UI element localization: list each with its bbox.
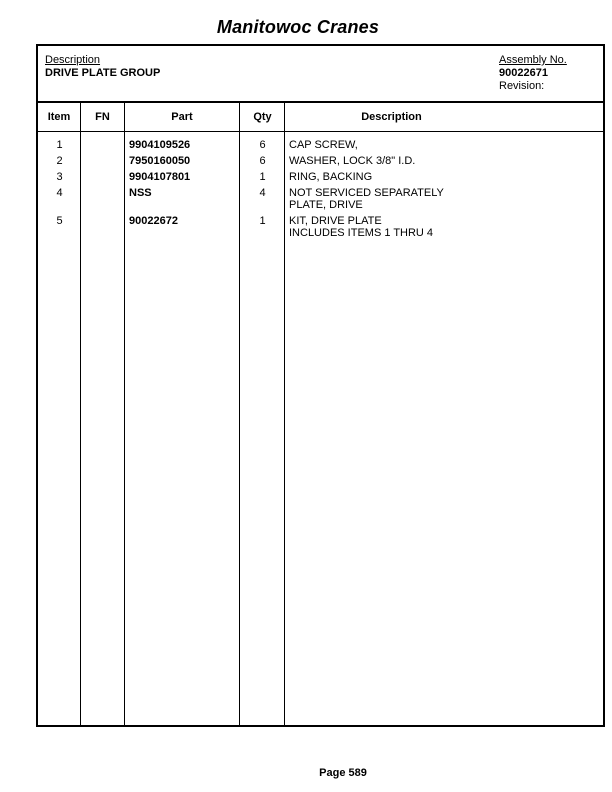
table-row [38,171,603,187]
table-row [38,155,603,171]
column-header-part: Part [171,111,193,123]
row-item: 2 [56,155,63,167]
row-item: 1 [56,139,63,151]
row-description: NOT SERVICED SEPARATELY PLATE, DRIVE [289,187,444,211]
row-item: 4 [56,187,63,199]
row-part: 9904107801 [129,171,191,183]
assembly-label: Assembly No. [499,54,567,66]
row-qty: 1 [259,215,266,227]
row-part: NSS [129,187,152,199]
table-row [38,215,603,243]
parts-sheet [36,44,605,727]
column-header-description: Description [361,111,422,123]
row-qty: 6 [259,139,266,151]
row-part: 9904109526 [129,139,191,151]
row-description: RING, BACKING [289,171,373,183]
table-row [38,187,603,215]
row-description: KIT, DRIVE PLATE INCLUDES ITEMS 1 THRU 4 [289,215,434,239]
row-part: 7950160050 [129,155,191,167]
assembly-block [499,54,567,93]
page-title: Manitowoc Cranes [216,17,380,37]
description-block [45,54,160,80]
table-row [38,139,603,155]
description-value: DRIVE PLATE GROUP [45,67,161,79]
row-description: CAP SCREW, [289,139,358,151]
page-number: Page 589 [319,767,367,779]
column-header-row [38,103,603,132]
row-qty: 1 [259,171,266,183]
description-label: Description [45,54,101,66]
row-qty: 4 [259,187,266,199]
row-qty: 6 [259,155,266,167]
column-header-fn: FN [95,111,110,123]
assembly-number: 90022671 [499,67,548,79]
column-header-qty: Qty [253,111,272,123]
row-item: 3 [56,171,63,183]
row-description: WASHER, LOCK 3/8" I.D. [289,155,416,167]
assembly-header [38,46,603,103]
row-item: 5 [56,215,63,227]
parts-table-body [38,139,603,243]
column-header-item: Item [47,111,71,123]
row-part: 90022672 [129,215,178,227]
revision-label: Revision: [499,80,545,92]
